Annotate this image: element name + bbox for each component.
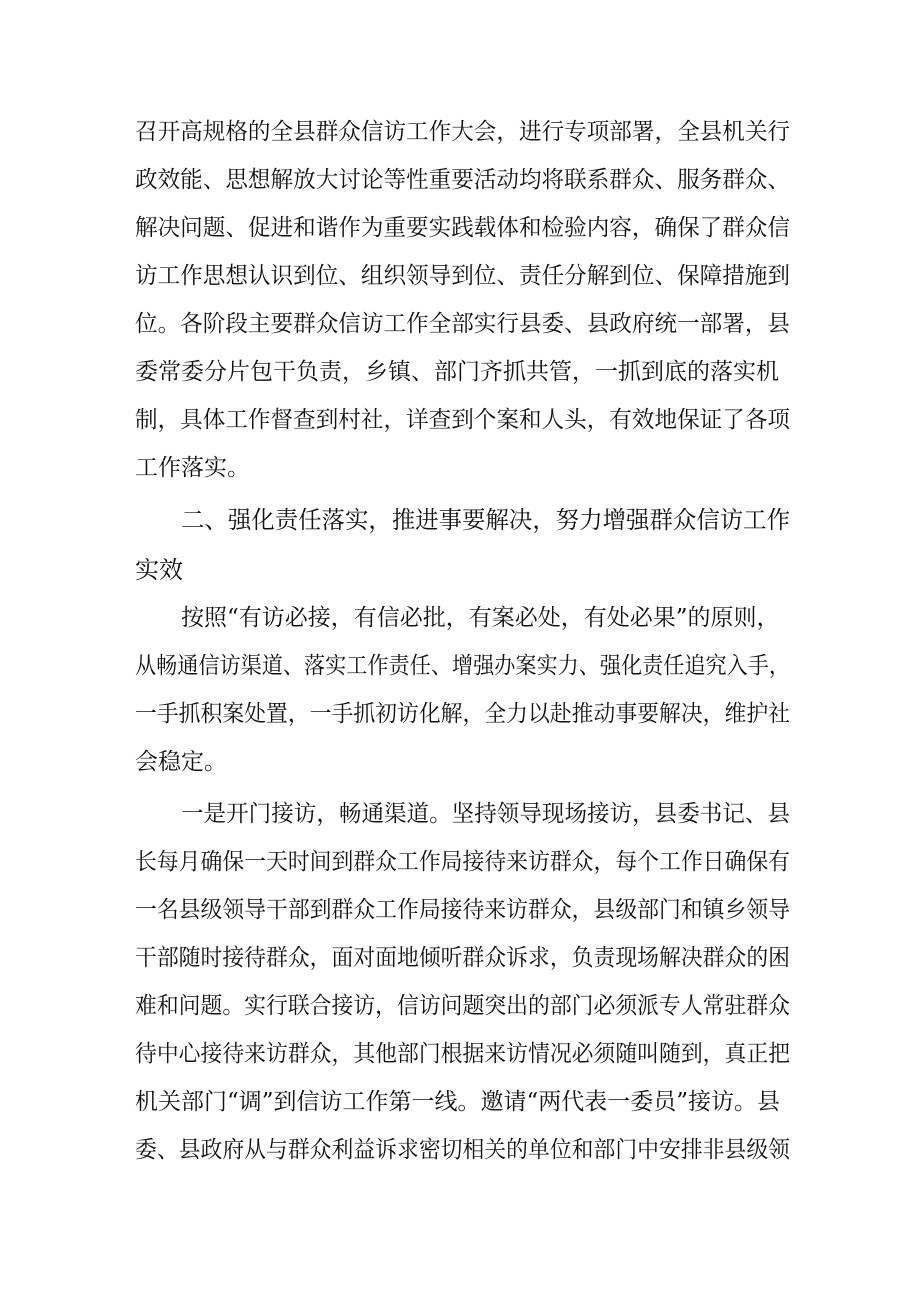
document-page: 召开高规格的全县群众信访工作大会，进行专项部署，全县机关行 政效能、思想解放大讨论等性重要活动均将联系群众、服务群众、 解决问题、促进和谐作为重要实践载体和检验内容，确保了群众信 访工作思想认识到位、组织领导到位、责任分解到位、保障措施到 位。各阶段主要群众信访工作全部实行县委、县政府统一部署，县 委常委分片包干负责，乡镇、部门齐抓共管，一抓到底的落实机 制，具体工作督查到村社，详查到个案和人头，有效地保证了各项 工作落实。 二、强化责任落实，推进事要解决，努力增强群众信访工作 实效 按照“有访必接，有信必批，有案必处，有处必果”的原则， 从畅通信访渠道、落实工作责任、增强办案实力、强化责任追究入手， 一手抓积案处置，一手抓初访化解，全力以赴推动事要解决，维护社 会稳定。 一是开门接访，畅通渠道。坚持领导现场接访，县委书记、县 长每月确保一天时间到群众工作局接待来访群众，每个工作日确保有 一名县级领导干部到群众工作局接待来访群众，县级部门和镇乡领导 干部随时接待群众，面对面地倾听群众诉求，负责现场解决群众的困 难和问题。实行联合接访，信访问题突出的部门必须派专人常驻群众 待中心接待来访群众，其他部门根据来访情况必须随叫随到，真正把 机关部门“调”到信访工作第一线。邀请“两代表一委员”接访。县 委、县政府从与群众利益诉求密切相关的单位和部门中安排非县级领 <box>135 119 791 1163</box>
